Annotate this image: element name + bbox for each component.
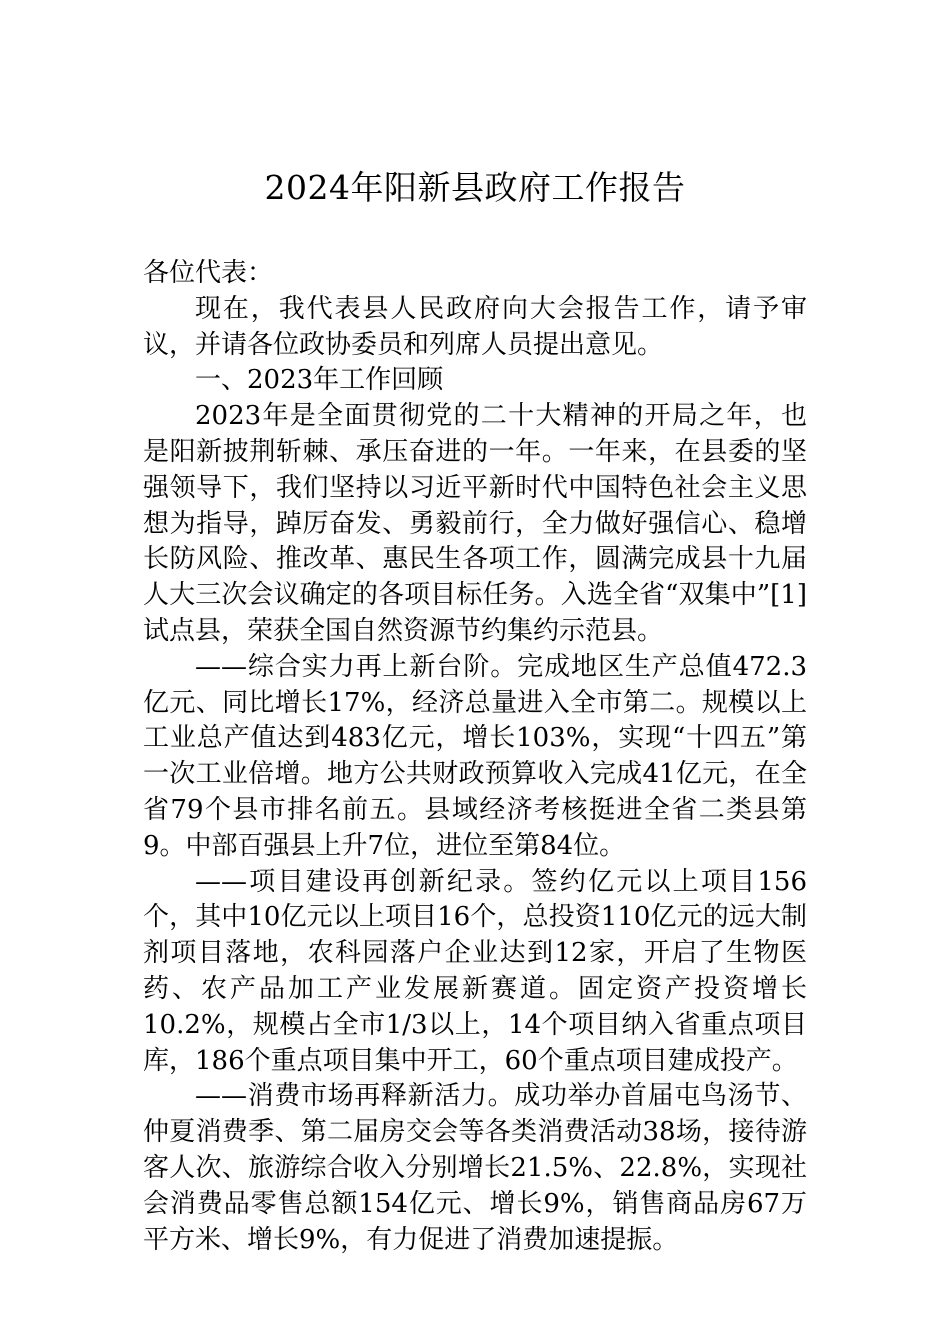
section-heading: 一、2023年工作回顾: [195, 365, 444, 396]
document-body: [143, 256, 807, 1258]
salutation: 各位代表：: [143, 258, 274, 288]
paragraph-projects: ——项目建设再创新纪录。签约亿元以上项目156个，其中10亿元以上项目16个，总投资110亿元的远大制剂项目落地，农科园落户企业达到12家，开启了生物医药、农产品加工产业发展新赛道。固定资产投资增长10.2%，规模占全市1/3以上，14个项目纳入省重点项目库，186个重点项目集中开工，60个重点项目建成投产。: [143, 866, 807, 1076]
paragraph-consumption: ——消费市场再释新活力。成功举办首届屯鸟汤节、仲夏消费季、第二届房交会等各类消费活动38场，接待游客人次、旅游综合收入分别增长21.5%、22.8%，实现社会消费品零售总额154亿元、增长9%，销售商品房67万平方米、增长9%，有力促进了消费加速提振。: [143, 1081, 807, 1255]
paragraph-intro: 现在，我代表县人民政府向大会报告工作，请予审议，并请各位政协委员和列席人员提出意见。: [143, 293, 807, 360]
document-title: 2024年阳新县政府工作报告: [264, 168, 686, 207]
paragraph-economy: ——综合实力再上新台阶。完成地区生产总值472.3亿元、同比增长17%，经济总量进入全市第二。规模以上工业总产值达到483亿元，增长103%，实现“十四五”第一次工业倍增。地方公共财政预算收入完成41亿元，在全省79个县市排名前五。县域经济考核挺进全省二类县第9。中部百强县上升7位，进位至第84位。: [143, 651, 807, 861]
paragraph-overview: 2023年是全面贯彻党的二十大精神的开局之年，也是阳新披荆斩棘、承压奋进的一年。一年来，在县委的坚强领导下，我们坚持以习近平新时代中国特色社会主义思想为指导，踔厉奋发、勇毅前行，全力做好强信心、稳增长防风险、推改革、惠民生各项工作，圆满完成县十九届人大三次会议确定的各项目标任务。入选全省“双集中”[1]试点县，荣获全国自然资源节约集约示范县。: [143, 401, 807, 646]
